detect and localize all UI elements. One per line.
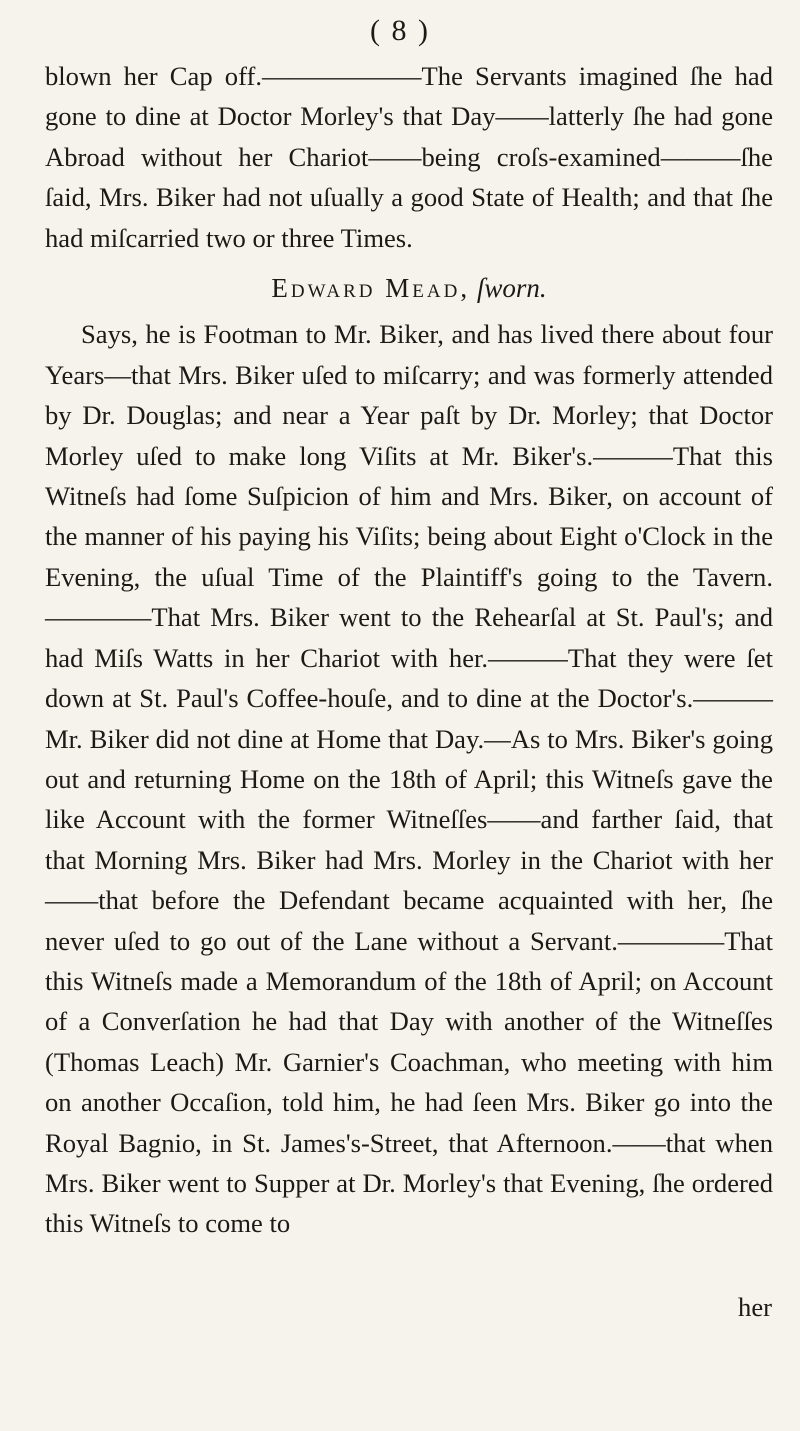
page-number: ( 8 ) bbox=[370, 14, 430, 47]
paragraph-testimony: Says, he is Footman to Mr. Biker, and has lived there about four Years—that Mrs. Biker uſed to miſcarry; and was formerly attended by Dr. Douglas; and near a Year paſt by Dr. Morley; that Doctor Morley uſed to make long Viſits at Mr. Biker's.———That this Witneſs had ſome Suſpicion of him and Mrs. Biker, on account of the manner of his paying his Viſits; being about Eight o'Clock in the Evening, the uſual Time of the Plaintiff's going to the Tavern.————That Mrs. Biker went to the Rehearſal at St. Paul's; and had Miſs Watts in her Chariot with her.———That they were ſet down at St. Paul's Coffee-houſe, and to dine at the Doctor's.———Mr. Biker did not dine at Home that Day.—As to Mrs. Biker's going out and returning Home on the 18th of April; this Witneſs gave the like Account with the former Witneſſes——and farther ſaid, that that Morning Mrs. Biker had Mrs. Morley in the Chariot with her——that before the Defendant became acquainted with her, ſhe never uſed to go out of the Lane without a Servant.————That this Witneſs made a Memorandum of the 18th of April; on Account of a Converſation he had that Day with another of the Witneſſes (Thomas Leach) Mr. Garnier's Coachman, who meeting with him on another Occaſion, told him, he had ſeen Mrs. Biker go into the Royal Bagnio, in St. James's-Street, that Afternoon.——that when Mrs. Biker went to Supper at Dr. Morley's that Evening, ſhe ordered this Witneſs to come to bbox=[45, 319, 773, 1239]
body-text bbox=[45, 56, 773, 1244]
catchword: her bbox=[738, 1292, 772, 1322]
witness-heading bbox=[45, 268, 773, 308]
witness-name: Edward Mead, bbox=[271, 273, 471, 304]
witness-sworn: ſworn. bbox=[476, 273, 547, 304]
paragraph-servants: blown her Cap off.——————The Servants imagined ſhe had gone to dine at Doctor Morley's that Day——latterly ſhe had gone Abroad without her Chariot——being croſs-examined———ſhe ſaid, Mrs. Biker had not uſually a good State of Health; and that ſhe had miſcarried two or three Times. bbox=[45, 61, 773, 253]
